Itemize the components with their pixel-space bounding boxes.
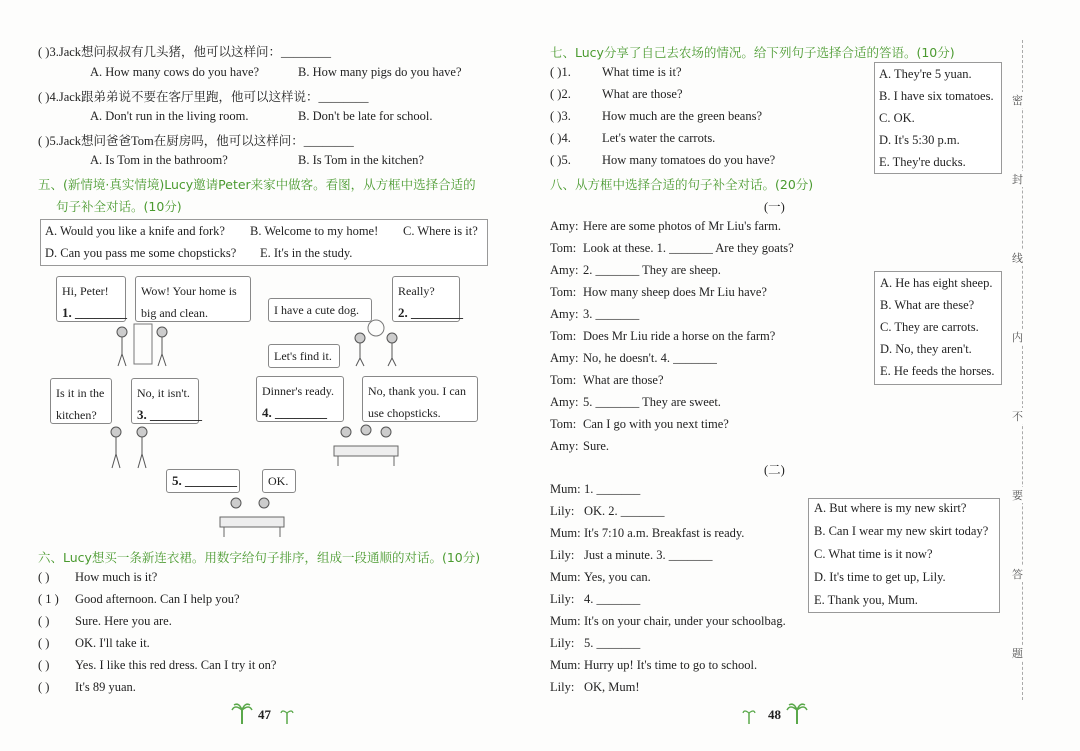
s5-option-c: C. Where is it?: [403, 224, 478, 238]
answer-option: B. Can I wear my new skirt today?: [814, 524, 989, 538]
answer-option: B. I have six tomatoes.: [879, 89, 994, 103]
dialogue-line: 2. _______ They are sheep.: [583, 263, 721, 277]
q5-number: ( )5.: [38, 134, 59, 148]
bubble-6: [50, 378, 112, 424]
page-number-left: 47: [258, 707, 271, 722]
answer-option: D. It's time to get up, Lily.: [814, 570, 946, 584]
q4-option-b: B. Don't be late for school.: [298, 109, 433, 123]
q5-line: [38, 131, 354, 149]
order-bracket: ( ): [38, 658, 50, 672]
small-palm-icon: [280, 708, 294, 724]
seal-char: 不: [1012, 410, 1023, 423]
kids-door-illustration: [108, 322, 174, 368]
bubble-11-text: OK.: [268, 474, 289, 488]
seal-char: 内: [1012, 331, 1023, 344]
order-bracket: ( ): [38, 614, 50, 628]
bubble-6-line1: Is it in the: [56, 386, 105, 400]
answer-option: E. They're ducks.: [879, 155, 966, 169]
s5-option-e: E. It's in the study.: [260, 246, 353, 260]
order-sentence: Sure. Here you are.: [75, 614, 172, 628]
dialogue2-option-box: [808, 498, 1000, 613]
speaker: Mum:: [550, 570, 581, 584]
answer-option: E. He feeds the horses.: [880, 364, 995, 378]
question-text: What time is it?: [602, 65, 682, 79]
speaker: Amy:: [550, 307, 579, 321]
dinner-table-illustration: [326, 422, 406, 468]
seal-char: 题: [1012, 647, 1023, 660]
answer-option: A. They're 5 yuan.: [879, 67, 972, 81]
order-bracket: ( ): [38, 570, 50, 584]
speaker: Amy:: [550, 395, 579, 409]
bubble-4: [392, 276, 463, 322]
section7-option-box: [874, 62, 1002, 174]
bubble-2-line1: Wow! Your home is: [141, 284, 237, 298]
question-text: Let's water the carrots.: [602, 131, 716, 145]
answer-option: A. But where is my new skirt?: [814, 501, 967, 515]
dialogue-line: 5. _______ They are sweet.: [583, 395, 721, 409]
bubble-5-text: Let's find it.: [274, 349, 332, 363]
dialogue-line: What are those?: [583, 373, 664, 387]
order-bracket: ( ): [38, 680, 50, 694]
question-number: ( )5.: [550, 153, 571, 167]
kids-dog-illustration: [346, 318, 410, 368]
speaker: Lily:: [550, 592, 575, 606]
bubble-4-blank: 2. ________: [398, 305, 463, 320]
dialogue-line: OK, Mum!: [584, 680, 640, 694]
speaker: Lily:: [550, 504, 575, 518]
answer-option: C. OK.: [879, 111, 915, 125]
dialogue-line: 3. _______: [583, 307, 640, 321]
seal-line: [1022, 40, 1023, 700]
question-number: ( )3.: [550, 109, 571, 123]
order-sentence: OK. I'll take it.: [75, 636, 150, 650]
q4-option-a: A. Don't run in the living room.: [90, 109, 249, 123]
dialogue-line: Hurry up! It's time to go to school.: [584, 658, 758, 672]
answer-option: C. They are carrots.: [880, 320, 979, 334]
seal-char: 要: [1012, 489, 1023, 502]
q5-option-b: B. Is Tom in the kitchen?: [298, 153, 424, 167]
bubble-1-blank: 1. ________: [62, 305, 127, 320]
q3-number: ( )3.: [38, 45, 59, 59]
answer-option: D. It's 5:30 p.m.: [879, 133, 960, 147]
q3-line: [38, 42, 331, 60]
bubble-7-blank: 3. ________: [137, 407, 202, 422]
section7-title: 七、Lucy分享了自己去农场的情况。给下列句子选择合适的答语。(10分): [550, 45, 955, 60]
speaker: Amy:: [550, 219, 579, 233]
bubble-8-line1: Dinner's ready.: [262, 384, 335, 398]
q5-text: Jack想问爸爸Tom在厨房吗，他可以这样问：________: [58, 134, 354, 148]
question-text: What are those?: [602, 87, 683, 101]
speaker: Mum:: [550, 614, 581, 628]
q4-line: [38, 87, 369, 105]
dialogue-line: OK. 2. _______: [584, 504, 665, 518]
answer-option: B. What are these?: [880, 298, 975, 312]
dialogue2-title: (二): [764, 463, 785, 477]
q3-option-a: A. How many cows do you have?: [90, 65, 260, 79]
s5-option-a: A. Would you like a knife and fork?: [45, 224, 225, 238]
section5-title-cont: 句子补全对话。(10分): [56, 199, 182, 214]
speaker: Tom:: [550, 329, 577, 343]
speaker: Amy:: [550, 439, 579, 453]
question-number: ( )4.: [550, 131, 571, 145]
section6-title: 六、Lucy想买一条新连衣裙。用数字给句子排序，组成一段通顺的对话。(10分): [38, 550, 481, 565]
bubble-2: [135, 276, 251, 322]
answer-option: D. No, they aren't.: [880, 342, 972, 356]
page-number-right: 48: [768, 707, 781, 722]
bubble-4-line1: Really?: [398, 284, 435, 298]
bubble-7: [131, 378, 202, 424]
dialogue-line: No, he doesn't. 4. _______: [583, 351, 717, 365]
bubble-2-line2: big and clean.: [141, 306, 208, 320]
dialogue-line: Yes, you can.: [584, 570, 651, 584]
question-number: ( )1.: [550, 65, 571, 79]
eating-illustration: [212, 493, 292, 539]
dialogue-line: How many sheep does Mr Liu have?: [583, 285, 767, 299]
speaker: Lily:: [550, 680, 575, 694]
bubble-5: [268, 344, 340, 368]
bubble-11: [262, 469, 296, 493]
kids-talking-illustration: [104, 424, 154, 470]
s5-option-b: B. Welcome to my home!: [250, 224, 379, 238]
bubble-1-line1: Hi, Peter!: [62, 284, 109, 298]
order-sentence: It's 89 yuan.: [75, 680, 136, 694]
speaker: Mum:: [550, 482, 581, 496]
order-sentence: Yes. I like this red dress. Can I try it on?: [75, 658, 277, 672]
speaker: Tom:: [550, 373, 577, 387]
dialogue-line: 5. _______: [584, 636, 641, 650]
s5-option-d: D. Can you pass me some chopsticks?: [45, 246, 237, 260]
bubble-10: [166, 469, 240, 493]
dialogue-line: It's 7:10 a.m. Breakfast is ready.: [584, 526, 745, 540]
bubble-6-line2: kitchen?: [56, 408, 97, 422]
question-number: ( )2.: [550, 87, 571, 101]
palm-icon-right: [786, 702, 808, 724]
dialogue1-option-box: [874, 271, 1002, 385]
question-text: How many tomatoes do you have?: [602, 153, 776, 167]
order-bracket: ( 1 ): [38, 592, 59, 606]
speaker: Amy:: [550, 263, 579, 277]
dialogue-line: Here are some photos of Mr Liu's farm.: [583, 219, 782, 233]
seal-char: 答: [1012, 568, 1023, 581]
seal-char: 封: [1012, 173, 1023, 186]
bubble-8: [256, 376, 344, 422]
speaker: Amy:: [550, 351, 579, 365]
dialogue-line: Look at these. 1. _______ Are they goats?: [583, 241, 794, 255]
bubble-9: [362, 376, 478, 422]
answer-option: A. He has eight sheep.: [880, 276, 993, 290]
palm-icon: [231, 702, 253, 724]
dialogue-line: Just a minute. 3. _______: [584, 548, 713, 562]
section5-option-box: [40, 219, 488, 266]
dialogue-line: Does Mr Liu ride a horse on the farm?: [583, 329, 776, 343]
dialogue-line: 1. _______: [584, 482, 641, 496]
answer-option: E. Thank you, Mum.: [814, 593, 918, 607]
dialogue1-title: (一): [764, 200, 785, 214]
q4-text: Jack跟弟弟说不要在客厅里跑，他可以这样说：________: [58, 90, 369, 104]
dialogue-line: 4. _______: [584, 592, 641, 606]
bubble-3-text: I have a cute dog.: [274, 303, 359, 317]
speaker: Lily:: [550, 548, 575, 562]
dialogue-line: Sure.: [583, 439, 610, 453]
dialogue-line: Can I go with you next time?: [583, 417, 729, 431]
seal-char: 线: [1012, 252, 1023, 265]
bubble-1: [56, 276, 126, 322]
speaker: Lily:: [550, 636, 575, 650]
small-palm-icon-right: [742, 708, 756, 724]
bubble-10-blank: 5. ________: [172, 473, 237, 488]
order-sentence: How much is it?: [75, 570, 158, 584]
speaker: Tom:: [550, 285, 577, 299]
q3-option-b: B. How many pigs do you have?: [298, 65, 462, 79]
order-sentence: Good afternoon. Can I help you?: [75, 592, 240, 606]
bubble-8-blank: 4. ________: [262, 405, 327, 420]
question-text: How much are the green beans?: [602, 109, 762, 123]
section8-title: 八、从方框中选择合适的句子补全对话。(20分): [550, 177, 814, 192]
dialogue-line: It's on your chair, under your schoolbag.: [584, 614, 786, 628]
speaker: Tom:: [550, 241, 577, 255]
q5-option-a: A. Is Tom in the bathroom?: [90, 153, 228, 167]
q3-text: Jack想问叔叔有几头猪，他可以这样问：________: [58, 45, 332, 59]
speaker: Mum:: [550, 658, 581, 672]
bubble-9-line2: use chopsticks.: [368, 406, 441, 420]
q4-number: ( )4.: [38, 90, 59, 104]
section5-title: 五、(新情境·真实情境)Lucy邀请Peter来家中做客。看图，从方框中选择合适的: [38, 177, 476, 192]
order-bracket: ( ): [38, 636, 50, 650]
answer-option: C. What time is it now?: [814, 547, 933, 561]
bubble-7-line1: No, it isn't.: [137, 386, 190, 400]
speaker: Mum:: [550, 526, 581, 540]
bubble-9-line1: No, thank you. I can: [368, 384, 466, 398]
seal-char: 密: [1012, 94, 1023, 107]
speaker: Tom:: [550, 417, 577, 431]
